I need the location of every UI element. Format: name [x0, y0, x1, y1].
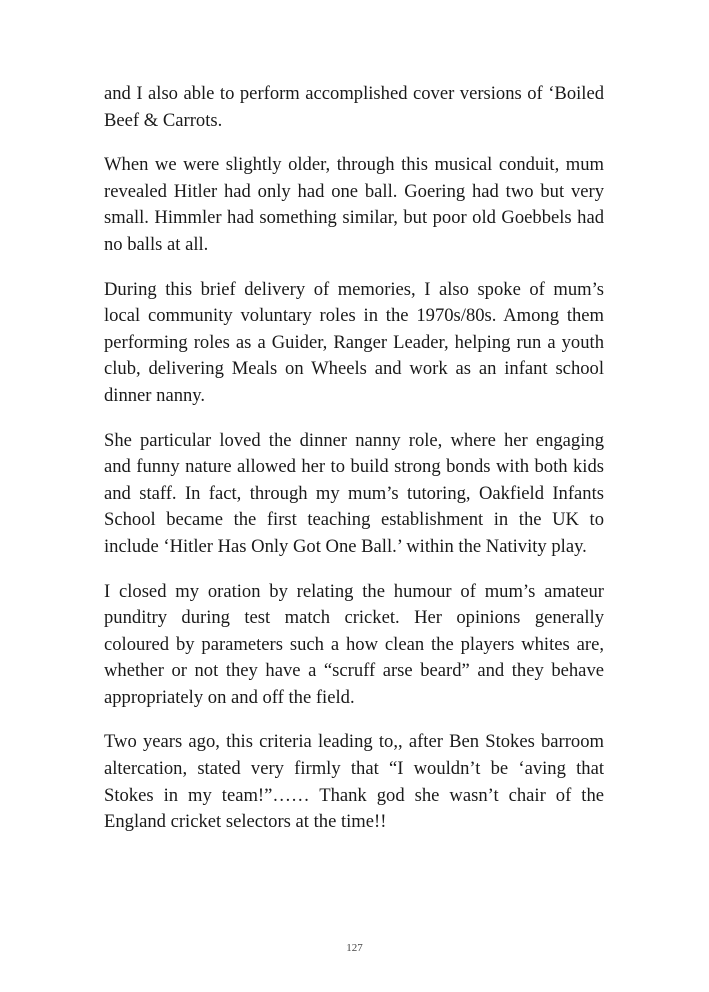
- page-number: 127: [346, 942, 363, 954]
- paragraph-6: Two years ago, this criteria leading to,, after Ben Stokes barroom altercation, stated very firmly that “I wouldn’t be ‘aving that Stokes in my team!”…… Thank god she wasn’t chair of the England cricket selectors at the time!!: [104, 731, 604, 833]
- paragraph-3: During this brief delivery of memories, I also spoke of mum’s local community voluntary roles in the 1970s/80s. Among them performing roles as a Guider, Ranger Leader, helping run a youth club, delivering Meals on Wheels and work as an infant school dinner nanny.: [104, 278, 604, 406]
- paragraph-2: When we were slightly older, through this musical conduit, mum revealed Hitler had only had one ball. Goering had two but very small. Himmler had something similar, but poor old Goebbels had no balls at all.: [104, 154, 604, 255]
- body-text: [104, 81, 604, 854]
- paragraph-4: She particular loved the dinner nanny role, where her engaging and funny nature allowed her to build strong bonds with both kids and staff. In fact, through my mum’s tutoring, Oakfield Infants School became the first teaching establishment in the UK to include ‘Hitler Has Only Got One Ball.’ within the Nativity play.: [104, 429, 604, 557]
- paragraph-1: and I also able to perform accomplished cover versions of ‘Boiled Beef & Carrots.: [104, 83, 604, 131]
- paragraph-5: I closed my oration by relating the humour of mum’s amateur punditry during test match cricket. Her opinions generally coloured by parameters such a how clean the players whites are, whether or not they have a “scruff arse beard” and they behave appropriately on and off the field.: [104, 580, 604, 708]
